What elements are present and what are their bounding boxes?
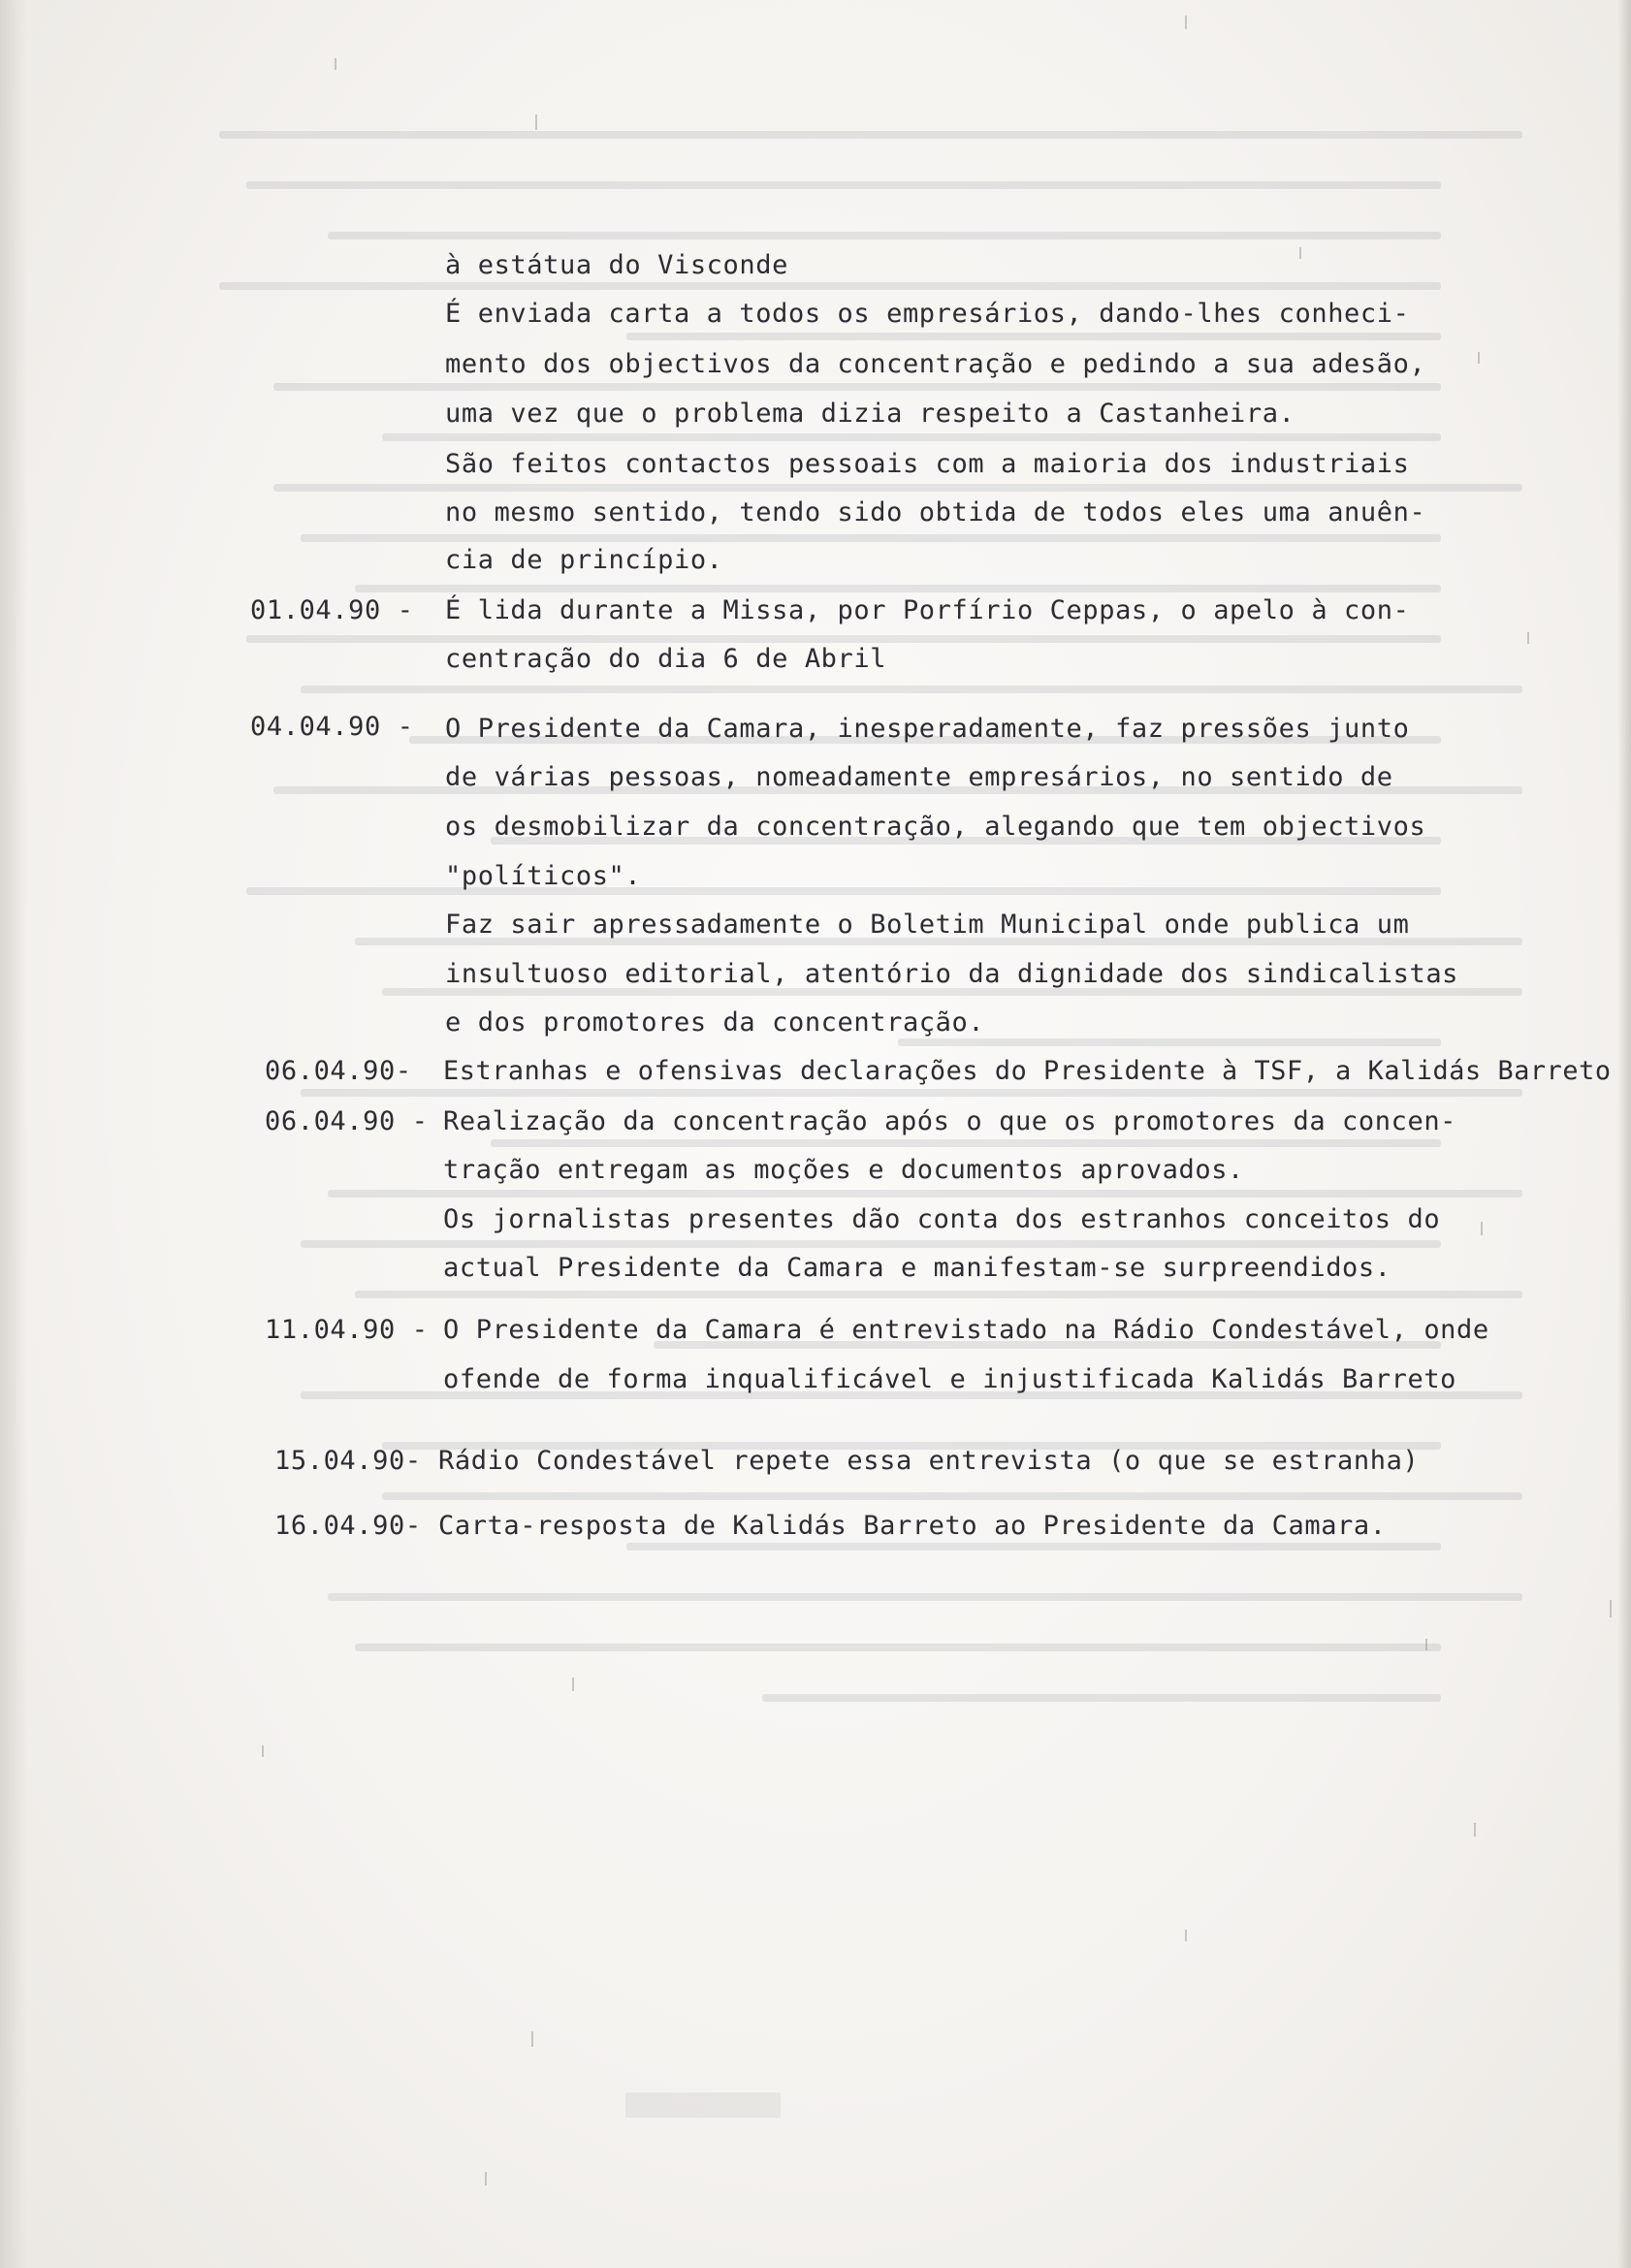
entry-date: 11.04.90 - bbox=[265, 1315, 429, 1345]
entry-text-line: Os jornalistas presentes dão conta dos estranhos conceitos do bbox=[443, 1204, 1441, 1234]
faint-stamp bbox=[625, 2092, 781, 2118]
entry-text-line: "políticos". bbox=[445, 861, 642, 891]
entry-text-line: Rádio Condestável repete essa entrevista (o que se estranha) bbox=[438, 1446, 1420, 1476]
entry-date: 16.04.90- bbox=[274, 1511, 422, 1541]
entry-text-line: tração entregam as moções e documentos aprovados. bbox=[443, 1155, 1244, 1185]
entry-date: 06.04.90 - bbox=[265, 1106, 429, 1136]
entry-text-line: O Presidente da Camara é entrevistado na Rádio Condestável, onde bbox=[443, 1315, 1489, 1345]
entry-text-line: O Presidente da Camara, inesperadamente, faz pressões junto bbox=[445, 714, 1410, 744]
entry-text-line: à estátua do Visconde bbox=[445, 250, 788, 280]
entry-text-line: actual Presidente da Camara e manifestam-se surpreendidos. bbox=[443, 1253, 1391, 1283]
entry-text-line: cia de princípio. bbox=[445, 545, 723, 575]
entry-text-line: É enviada carta a todos os empresários, dando-lhes conheci- bbox=[445, 299, 1410, 329]
entry-text-line: É lida durante a Missa, por Porfírio Ceppas, o apelo à con- bbox=[445, 595, 1410, 625]
entry-text-line: Faz sair apressadamente o Boletim Municipal onde publica um bbox=[445, 910, 1410, 940]
entry-date: 01.04.90 - bbox=[250, 595, 414, 625]
entry-text-line: mento dos objectivos da concentração e pedindo a sua adesão, bbox=[445, 349, 1426, 379]
entry-text-line: São feitos contactos pessoais com a maioria dos industriais bbox=[445, 449, 1410, 479]
entry-text-line: no mesmo sentido, tendo sido obtida de todos eles uma anuên- bbox=[445, 497, 1426, 527]
entry-text-line: Estranhas e ofensivas declarações do Presidente à TSF, a Kalidás Barreto bbox=[443, 1056, 1612, 1086]
entry-text-line: Realização da concentração após o que os promotores da concen- bbox=[443, 1106, 1457, 1136]
entry-text-line: centração do dia 6 de Abril bbox=[445, 644, 887, 674]
entry-text-line: de várias pessoas, nomeadamente empresários, no sentido de bbox=[445, 762, 1393, 792]
entry-text-line: insultuoso editorial, atentório da dignidade dos sindicalistas bbox=[445, 959, 1459, 989]
entry-text-line: e dos promotores da concentração. bbox=[445, 1007, 985, 1038]
page-edge-right bbox=[1617, 0, 1631, 2268]
entry-text-line: os desmobilizar da concentração, alegando que tem objectivos bbox=[445, 812, 1426, 842]
entry-text-line: uma vez que o problema dizia respeito a Castanheira. bbox=[445, 399, 1295, 429]
entry-date: 04.04.90 - bbox=[250, 712, 414, 742]
page-edge-left bbox=[0, 0, 27, 2268]
entry-date: 15.04.90- bbox=[274, 1446, 422, 1476]
entry-text-line: Carta-resposta de Kalidás Barreto ao Presidente da Camara. bbox=[438, 1511, 1387, 1541]
entry-date: 06.04.90- bbox=[265, 1056, 412, 1086]
entry-text-line: ofende de forma inqualificável e injustificada Kalidás Barreto bbox=[443, 1364, 1457, 1394]
